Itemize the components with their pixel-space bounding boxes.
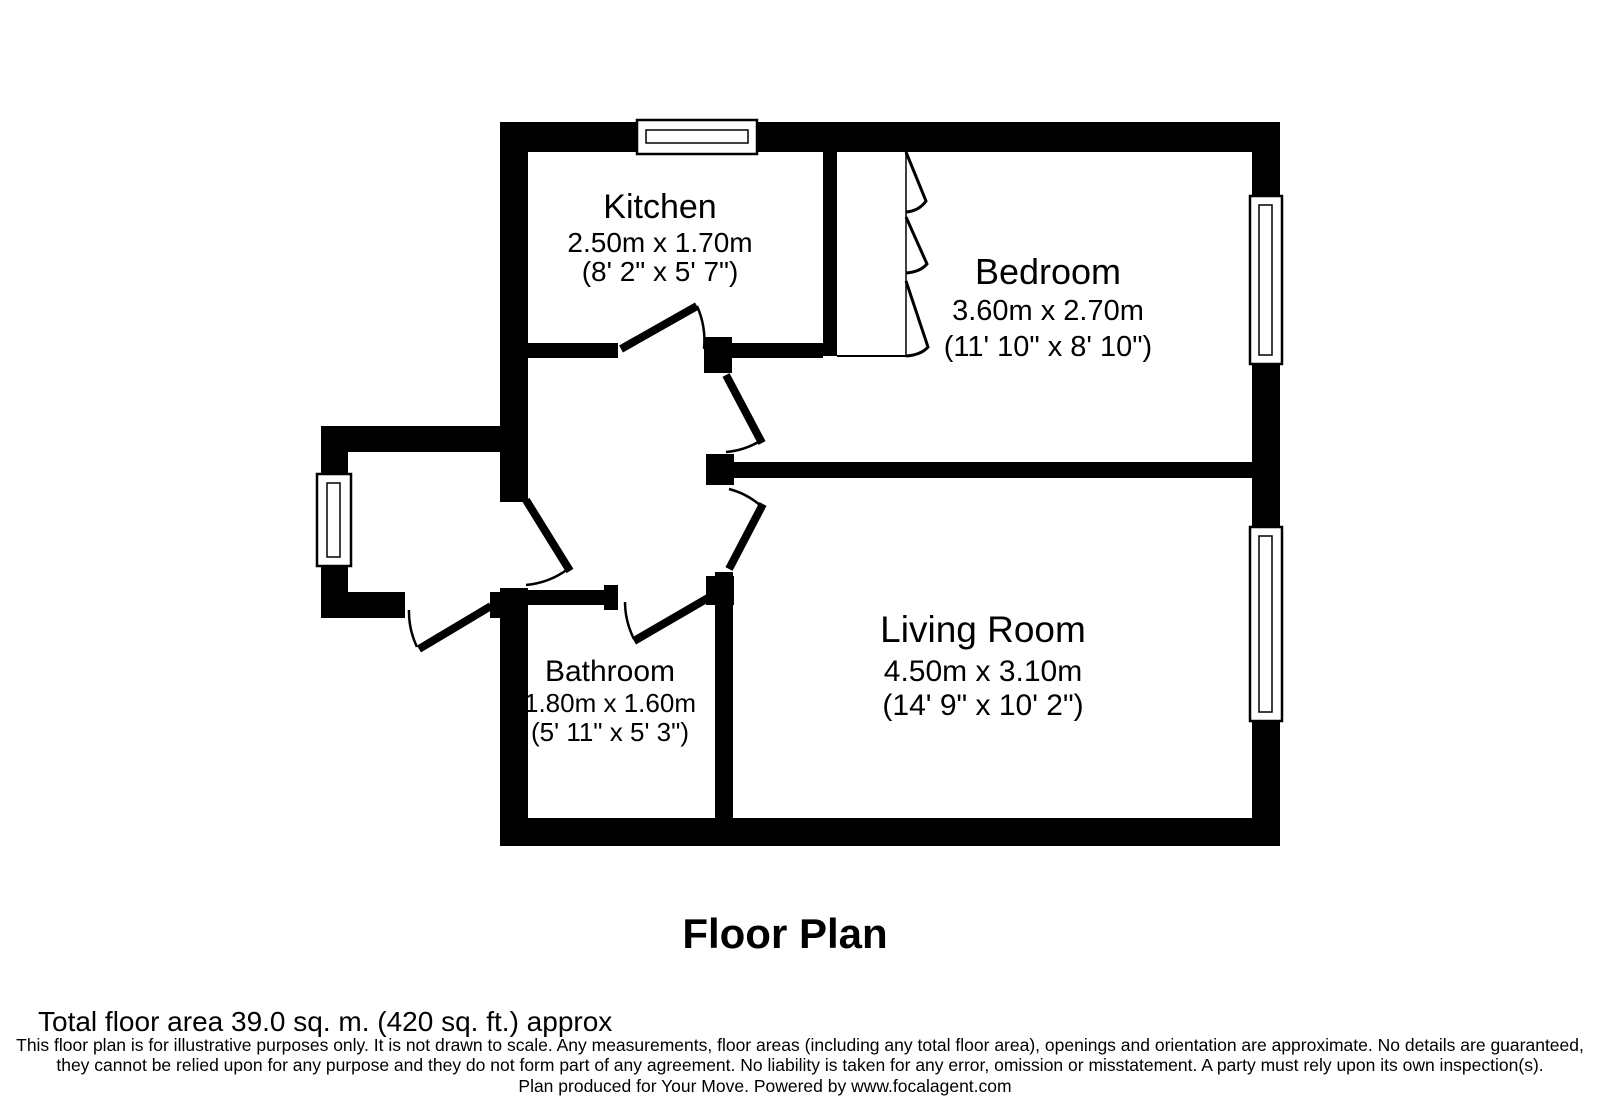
room-label-kitchen: Kitchen [603, 188, 717, 226]
entry-window [317, 474, 351, 566]
room-dim-imperial-bedroom: (11' 10" x 8' 10") [943, 331, 1153, 363]
wall-kitchen-right [823, 148, 837, 356]
wall-divider-bedroom-living [715, 462, 1252, 478]
room-dim-imperial-bathroom: (5' 11" x 5' 3") [531, 717, 689, 747]
hall-inner-door [526, 500, 570, 585]
walls [321, 122, 1280, 846]
closet-fold-3 [906, 281, 928, 356]
room-dim-metric-living-room: 4.50m x 3.10m [883, 655, 1083, 688]
closet-fold-1 [906, 152, 926, 212]
room-label-bedroom: Bedroom [974, 251, 1122, 292]
disclaimer-line-1: This floor plan is for illustrative purposes only. It is not drawn to scale. Any measurements, floor areas (including any total floor area), openings and orientation are approximate. No details are guaranteed, [16, 1035, 1584, 1055]
bedroom-closet [837, 152, 928, 356]
doorframe-entry-right [490, 592, 528, 618]
room-dim-imperial-kitchen: (8' 2" x 5' 7") [581, 256, 739, 287]
living-room-door [729, 489, 763, 569]
doorframe-hall-top [704, 337, 732, 373]
credit-line: Plan produced for Your Move. Powered by www.focalagent.com [518, 1076, 1012, 1096]
room-dim-metric-kitchen: 2.50m x 1.70m [567, 227, 753, 258]
wall-top [500, 122, 1280, 152]
kitchen-window [637, 120, 757, 154]
entry-front-door [409, 606, 491, 649]
room-dim-metric-bedroom: 3.60m x 2.70m [952, 295, 1144, 327]
room-label-living-room: Living Room [880, 609, 1086, 650]
room-label-bathroom: Bathroom [544, 655, 676, 688]
disclaimer-line-2: they cannot be relied upon for any purpose and they do not form part of any agreement. No liability is taken for any error, omission or misstatement. A party must rely upon its own inspection(s). [56, 1055, 1544, 1075]
bedroom-window [1250, 196, 1282, 364]
kitchen-door [621, 306, 704, 349]
bathroom-door [625, 598, 708, 641]
living-room-window [1250, 527, 1282, 721]
wall-entry-top [321, 426, 528, 452]
wall-bathroom-right [715, 572, 733, 846]
windows [317, 120, 1282, 721]
wall-kitchen-bottom-left [500, 343, 618, 358]
page-title: Floor Plan [682, 910, 888, 957]
doorframe-bathroom-left [604, 585, 618, 610]
doorframe-divider-left [706, 454, 734, 485]
room-dim-imperial-living-room: (14' 9" x 10' 2") [882, 689, 1084, 722]
bedroom-door [726, 375, 762, 452]
doorframe-bathroom-right [706, 576, 734, 605]
wall-bottom [500, 818, 1280, 846]
wall-entry-bottom [321, 592, 405, 618]
total-floor-area: Total floor area 39.0 sq. m. (420 sq. ft.) approx [38, 1006, 613, 1037]
closet-fold-2 [906, 217, 927, 273]
room-dim-metric-bathroom: 1.80m x 1.60m [524, 688, 696, 718]
